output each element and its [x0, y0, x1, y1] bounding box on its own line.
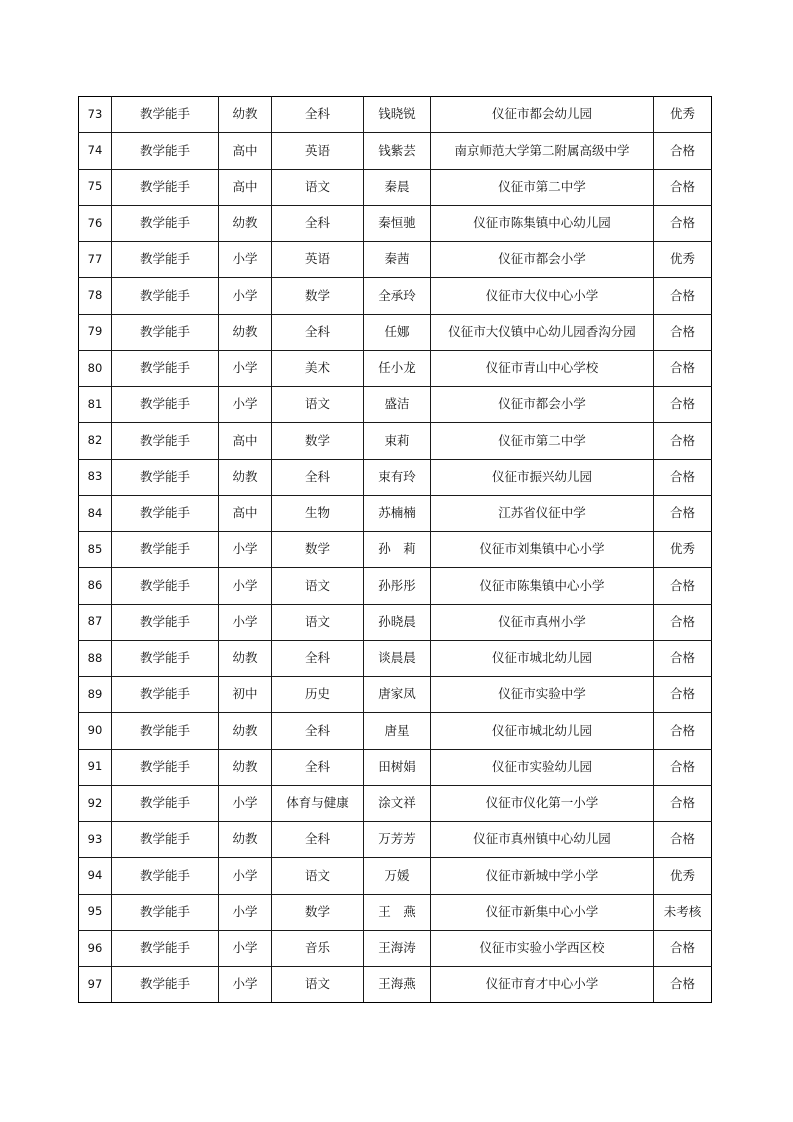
assessment-result-cell: 优秀 [654, 858, 712, 894]
teacher-name-cell: 任小龙 [364, 350, 431, 386]
assessment-result-cell: 未考核 [654, 894, 712, 930]
award-category-cell: 教学能手 [112, 350, 219, 386]
teacher-name-cell: 盛洁 [364, 387, 431, 423]
row-number-cell: 96 [79, 930, 112, 966]
table-row [79, 894, 712, 930]
row-number-cell: 78 [79, 278, 112, 314]
assessment-result-cell: 合格 [654, 278, 712, 314]
subject-cell: 数学 [272, 423, 364, 459]
award-category-cell: 教学能手 [112, 677, 219, 713]
school-level-cell: 高中 [219, 495, 272, 531]
row-number-cell: 80 [79, 350, 112, 386]
subject-cell: 英语 [272, 133, 364, 169]
school-name-cell: 仪征市都会幼儿园 [431, 97, 654, 133]
school-level-cell: 幼教 [219, 640, 272, 676]
award-category-cell: 教学能手 [112, 930, 219, 966]
school-level-cell: 初中 [219, 677, 272, 713]
row-number-cell: 76 [79, 205, 112, 241]
award-category-cell: 教学能手 [112, 749, 219, 785]
subject-cell: 全科 [272, 459, 364, 495]
results-table [78, 96, 712, 1003]
assessment-result-cell: 合格 [654, 169, 712, 205]
row-number-cell: 75 [79, 169, 112, 205]
award-category-cell: 教学能手 [112, 640, 219, 676]
school-level-cell: 高中 [219, 423, 272, 459]
subject-cell: 语文 [272, 858, 364, 894]
subject-cell: 音乐 [272, 930, 364, 966]
award-category-cell: 教学能手 [112, 205, 219, 241]
table-row [79, 495, 712, 531]
subject-cell: 历史 [272, 677, 364, 713]
award-category-cell: 教学能手 [112, 423, 219, 459]
assessment-result-cell: 合格 [654, 568, 712, 604]
table-row [79, 713, 712, 749]
school-level-cell: 小学 [219, 785, 272, 821]
assessment-result-cell: 合格 [654, 459, 712, 495]
row-number-cell: 86 [79, 568, 112, 604]
award-category-cell: 教学能手 [112, 604, 219, 640]
school-level-cell: 幼教 [219, 459, 272, 495]
row-number-cell: 87 [79, 604, 112, 640]
award-category-cell: 教学能手 [112, 97, 219, 133]
award-category-cell: 教学能手 [112, 713, 219, 749]
row-number-cell: 74 [79, 133, 112, 169]
subject-cell: 全科 [272, 205, 364, 241]
school-name-cell: 仪征市真州小学 [431, 604, 654, 640]
row-number-cell: 88 [79, 640, 112, 676]
assessment-result-cell: 合格 [654, 314, 712, 350]
table-row [79, 930, 712, 966]
school-name-cell: 仪征市仪化第一小学 [431, 785, 654, 821]
table-row [79, 459, 712, 495]
row-number-cell: 94 [79, 858, 112, 894]
award-category-cell: 教学能手 [112, 314, 219, 350]
teacher-name-cell: 任娜 [364, 314, 431, 350]
assessment-result-cell: 优秀 [654, 532, 712, 568]
table-row [79, 858, 712, 894]
assessment-result-cell: 合格 [654, 604, 712, 640]
assessment-result-cell: 合格 [654, 205, 712, 241]
teacher-name-cell: 孙彤彤 [364, 568, 431, 604]
teacher-name-cell: 钱晓锐 [364, 97, 431, 133]
teacher-name-cell: 王海燕 [364, 967, 431, 1003]
school-name-cell: 南京师范大学第二附属高级中学 [431, 133, 654, 169]
school-level-cell: 小学 [219, 278, 272, 314]
school-level-cell: 小学 [219, 967, 272, 1003]
school-name-cell: 江苏省仪征中学 [431, 495, 654, 531]
school-level-cell: 小学 [219, 568, 272, 604]
teacher-name-cell: 孙 莉 [364, 532, 431, 568]
school-name-cell: 仪征市第二中学 [431, 423, 654, 459]
subject-cell: 生物 [272, 495, 364, 531]
school-level-cell: 小学 [219, 858, 272, 894]
teacher-name-cell: 秦恒驰 [364, 205, 431, 241]
table-row [79, 278, 712, 314]
teacher-name-cell: 束有玲 [364, 459, 431, 495]
table-row [79, 604, 712, 640]
assessment-result-cell: 合格 [654, 785, 712, 821]
teacher-name-cell: 钱紫芸 [364, 133, 431, 169]
table-row [79, 967, 712, 1003]
subject-cell: 全科 [272, 713, 364, 749]
school-name-cell: 仪征市第二中学 [431, 169, 654, 205]
row-number-cell: 82 [79, 423, 112, 459]
table-row [79, 640, 712, 676]
assessment-result-cell: 合格 [654, 930, 712, 966]
table-row [79, 822, 712, 858]
school-level-cell: 小学 [219, 894, 272, 930]
award-category-cell: 教学能手 [112, 459, 219, 495]
teacher-name-cell: 王 燕 [364, 894, 431, 930]
school-name-cell: 仪征市振兴幼儿园 [431, 459, 654, 495]
table-body [79, 97, 712, 1003]
school-level-cell: 小学 [219, 387, 272, 423]
table-row [79, 242, 712, 278]
teacher-name-cell: 唐星 [364, 713, 431, 749]
school-name-cell: 仪征市城北幼儿园 [431, 640, 654, 676]
school-level-cell: 幼教 [219, 205, 272, 241]
school-level-cell: 幼教 [219, 713, 272, 749]
table-row [79, 423, 712, 459]
teacher-name-cell: 全承玲 [364, 278, 431, 314]
award-category-cell: 教学能手 [112, 785, 219, 821]
award-category-cell: 教学能手 [112, 495, 219, 531]
teacher-name-cell: 王海涛 [364, 930, 431, 966]
document-page [78, 96, 711, 1003]
award-category-cell: 教学能手 [112, 387, 219, 423]
school-name-cell: 仪征市新城中学小学 [431, 858, 654, 894]
assessment-result-cell: 合格 [654, 677, 712, 713]
assessment-result-cell: 合格 [654, 640, 712, 676]
school-level-cell: 幼教 [219, 822, 272, 858]
teacher-name-cell: 田树娟 [364, 749, 431, 785]
award-category-cell: 教学能手 [112, 894, 219, 930]
subject-cell: 数学 [272, 894, 364, 930]
teacher-name-cell: 束莉 [364, 423, 431, 459]
teacher-name-cell: 万芳芳 [364, 822, 431, 858]
teacher-name-cell: 谈晨晨 [364, 640, 431, 676]
assessment-result-cell: 合格 [654, 495, 712, 531]
subject-cell: 美术 [272, 350, 364, 386]
assessment-result-cell: 合格 [654, 350, 712, 386]
award-category-cell: 教学能手 [112, 822, 219, 858]
school-name-cell: 仪征市都会小学 [431, 387, 654, 423]
school-name-cell: 仪征市陈集镇中心幼儿园 [431, 205, 654, 241]
assessment-result-cell: 合格 [654, 387, 712, 423]
row-number-cell: 92 [79, 785, 112, 821]
table-row [79, 677, 712, 713]
school-name-cell: 仪征市刘集镇中心小学 [431, 532, 654, 568]
row-number-cell: 95 [79, 894, 112, 930]
row-number-cell: 93 [79, 822, 112, 858]
school-level-cell: 小学 [219, 930, 272, 966]
school-level-cell: 小学 [219, 242, 272, 278]
assessment-result-cell: 优秀 [654, 97, 712, 133]
school-name-cell: 仪征市大仪镇中心幼儿园香沟分园 [431, 314, 654, 350]
award-category-cell: 教学能手 [112, 133, 219, 169]
table-row [79, 387, 712, 423]
school-name-cell: 仪征市育才中心小学 [431, 967, 654, 1003]
subject-cell: 全科 [272, 749, 364, 785]
subject-cell: 数学 [272, 532, 364, 568]
row-number-cell: 83 [79, 459, 112, 495]
row-number-cell: 91 [79, 749, 112, 785]
subject-cell: 语文 [272, 967, 364, 1003]
school-level-cell: 幼教 [219, 314, 272, 350]
assessment-result-cell: 合格 [654, 822, 712, 858]
table-row [79, 568, 712, 604]
school-name-cell: 仪征市大仪中心小学 [431, 278, 654, 314]
subject-cell: 全科 [272, 314, 364, 350]
assessment-result-cell: 合格 [654, 749, 712, 785]
award-category-cell: 教学能手 [112, 278, 219, 314]
table-row [79, 169, 712, 205]
teacher-name-cell: 唐家凤 [364, 677, 431, 713]
row-number-cell: 84 [79, 495, 112, 531]
school-name-cell: 仪征市新集中心小学 [431, 894, 654, 930]
teacher-name-cell: 秦晨 [364, 169, 431, 205]
assessment-result-cell: 合格 [654, 713, 712, 749]
school-name-cell: 仪征市实验小学西区校 [431, 930, 654, 966]
school-level-cell: 高中 [219, 169, 272, 205]
assessment-result-cell: 优秀 [654, 242, 712, 278]
row-number-cell: 73 [79, 97, 112, 133]
assessment-result-cell: 合格 [654, 967, 712, 1003]
row-number-cell: 77 [79, 242, 112, 278]
row-number-cell: 81 [79, 387, 112, 423]
table-row [79, 314, 712, 350]
subject-cell: 全科 [272, 97, 364, 133]
award-category-cell: 教学能手 [112, 242, 219, 278]
row-number-cell: 97 [79, 967, 112, 1003]
school-name-cell: 仪征市城北幼儿园 [431, 713, 654, 749]
school-level-cell: 高中 [219, 133, 272, 169]
table-row [79, 205, 712, 241]
school-name-cell: 仪征市青山中心学校 [431, 350, 654, 386]
row-number-cell: 79 [79, 314, 112, 350]
teacher-name-cell: 涂文祥 [364, 785, 431, 821]
subject-cell: 英语 [272, 242, 364, 278]
subject-cell: 语文 [272, 604, 364, 640]
table-row [79, 532, 712, 568]
school-name-cell: 仪征市陈集镇中心小学 [431, 568, 654, 604]
table-row [79, 749, 712, 785]
school-level-cell: 小学 [219, 532, 272, 568]
row-number-cell: 90 [79, 713, 112, 749]
award-category-cell: 教学能手 [112, 858, 219, 894]
school-level-cell: 幼教 [219, 749, 272, 785]
assessment-result-cell: 合格 [654, 423, 712, 459]
teacher-name-cell: 万媛 [364, 858, 431, 894]
award-category-cell: 教学能手 [112, 169, 219, 205]
assessment-result-cell: 合格 [654, 133, 712, 169]
teacher-name-cell: 孙晓晨 [364, 604, 431, 640]
subject-cell: 语文 [272, 387, 364, 423]
teacher-name-cell: 苏楠楠 [364, 495, 431, 531]
subject-cell: 语文 [272, 568, 364, 604]
award-category-cell: 教学能手 [112, 532, 219, 568]
subject-cell: 数学 [272, 278, 364, 314]
table-row [79, 350, 712, 386]
subject-cell: 全科 [272, 822, 364, 858]
table-row [79, 133, 712, 169]
school-level-cell: 小学 [219, 350, 272, 386]
school-name-cell: 仪征市实验幼儿园 [431, 749, 654, 785]
subject-cell: 语文 [272, 169, 364, 205]
school-name-cell: 仪征市真州镇中心幼儿园 [431, 822, 654, 858]
school-name-cell: 仪征市实验中学 [431, 677, 654, 713]
subject-cell: 全科 [272, 640, 364, 676]
table-row [79, 785, 712, 821]
school-name-cell: 仪征市都会小学 [431, 242, 654, 278]
row-number-cell: 89 [79, 677, 112, 713]
table-row [79, 97, 712, 133]
row-number-cell: 85 [79, 532, 112, 568]
teacher-name-cell: 秦茜 [364, 242, 431, 278]
award-category-cell: 教学能手 [112, 967, 219, 1003]
award-category-cell: 教学能手 [112, 568, 219, 604]
subject-cell: 体育与健康 [272, 785, 364, 821]
school-level-cell: 幼教 [219, 97, 272, 133]
school-level-cell: 小学 [219, 604, 272, 640]
